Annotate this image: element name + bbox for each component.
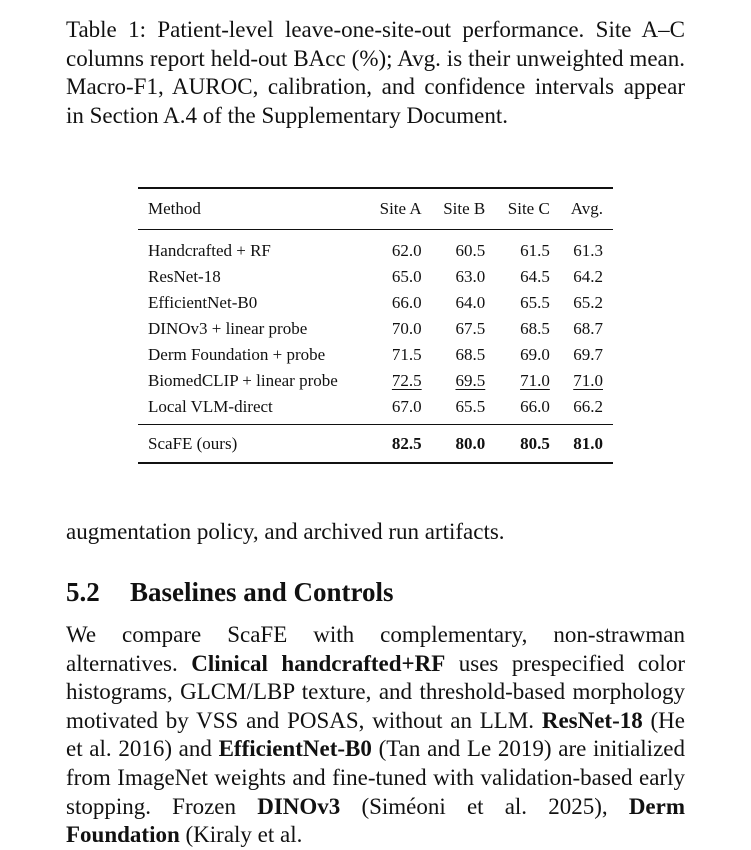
table-row bbox=[138, 264, 613, 290]
method-cell: Local VLM-direct bbox=[148, 397, 273, 416]
method-cell: DINOv3 + linear probe bbox=[148, 319, 308, 338]
avg-cell: 81.0 bbox=[573, 433, 603, 453]
avg-cell: 64.2 bbox=[573, 267, 603, 286]
site-c-cell: 68.5 bbox=[520, 319, 550, 338]
site-b-cell: 63.0 bbox=[455, 267, 486, 286]
method-cell: EfficientNet-B0 bbox=[148, 293, 258, 312]
site-b-cell: 64.0 bbox=[455, 293, 486, 312]
site-c-cell: 64.5 bbox=[520, 267, 550, 286]
table-row-second-best bbox=[138, 368, 613, 394]
site-c-cell bbox=[485, 368, 550, 394]
underlined-value: 72.5 bbox=[391, 371, 422, 390]
site-a-cell: 67.0 bbox=[391, 397, 422, 416]
site-a-cell: 70.0 bbox=[391, 319, 422, 338]
site-a-cell bbox=[365, 368, 422, 394]
text-run: (Tan and Le 2019) are initialized from ImageNet weights and fine-tuned with validation-based early stopping. Frozen bbox=[66, 736, 685, 819]
method-cell: Handcrafted + RF bbox=[148, 241, 271, 260]
site-c-cell: 66.0 bbox=[520, 397, 550, 416]
bold-term: DINOv3 bbox=[257, 793, 341, 819]
table-row bbox=[138, 394, 613, 425]
table-caption: Table 1: Patient-level leave-one-site-out performance. Site A–C columns report held-out BAcc (%); Avg. is their unweighted mean. Macro-F1, AUROC, calibration, and confidence intervals appear in Section A.4 of the Supplementary Document. bbox=[66, 17, 685, 128]
method-cell: ScaFE (ours) bbox=[148, 433, 238, 453]
table-row bbox=[138, 290, 613, 316]
section-heading bbox=[66, 574, 685, 610]
text-run: (Kiraly et al. bbox=[179, 822, 303, 848]
body-paragraph bbox=[66, 621, 685, 850]
header-site-b: Site B bbox=[443, 199, 486, 218]
avg-cell: 68.7 bbox=[573, 319, 603, 338]
site-b-cell: 60.5 bbox=[455, 241, 486, 260]
avg-cell: 61.3 bbox=[573, 241, 603, 260]
method-cell: ResNet-18 bbox=[148, 267, 221, 286]
bold-term: EfficientNet-B0 bbox=[218, 736, 372, 762]
section-number: 5.2 bbox=[66, 577, 100, 607]
site-b-cell: 65.5 bbox=[455, 397, 486, 416]
section-title: Baselines and Controls bbox=[130, 577, 394, 607]
header-site-c: Site C bbox=[507, 199, 550, 218]
bold-term: Derm Foundation bbox=[66, 793, 685, 848]
text-run: We compare ScaFE with complementary, non-strawman alternatives. bbox=[66, 622, 685, 676]
header-method: Method bbox=[148, 199, 201, 218]
site-c-cell: 65.5 bbox=[520, 293, 550, 312]
site-b-cell bbox=[422, 368, 486, 394]
table-row-ours bbox=[138, 425, 613, 464]
site-b-cell: 68.5 bbox=[455, 345, 486, 364]
underlined-value: 71.0 bbox=[573, 371, 603, 390]
results-table bbox=[138, 187, 613, 464]
underlined-value: 71.0 bbox=[520, 371, 550, 390]
table-header-row bbox=[138, 188, 613, 230]
avg-cell: 66.2 bbox=[573, 397, 603, 416]
site-a-cell: 71.5 bbox=[391, 345, 422, 364]
avg-cell bbox=[550, 368, 613, 394]
site-a-cell: 66.0 bbox=[391, 293, 422, 312]
site-a-cell: 82.5 bbox=[391, 433, 422, 453]
site-c-cell: 80.5 bbox=[520, 433, 550, 453]
table-row bbox=[138, 316, 613, 342]
method-cell: Derm Foundation + probe bbox=[148, 345, 326, 364]
table-row bbox=[138, 342, 613, 368]
avg-cell: 65.2 bbox=[573, 293, 603, 312]
text-run: (He et al. 2016) and bbox=[66, 707, 685, 762]
bold-term: Clinical handcrafted+RF bbox=[191, 650, 446, 676]
text-run: (Siméoni et al. 2025), bbox=[340, 793, 629, 819]
table-row bbox=[138, 230, 613, 265]
header-avg: Avg. bbox=[570, 199, 603, 218]
header-site-a: Site A bbox=[379, 199, 422, 218]
underlined-value: 69.5 bbox=[455, 371, 486, 390]
site-b-cell: 80.0 bbox=[455, 433, 486, 453]
site-a-cell: 62.0 bbox=[391, 241, 422, 260]
site-a-cell: 65.0 bbox=[391, 267, 422, 286]
text-run: uses prespecified color histograms, GLCM/LBP texture, and threshold-based morphology motivated by VSS and POSAS, without an LLM. bbox=[66, 650, 685, 733]
paragraph-fragment: augmentation policy, and archived run artifacts. bbox=[66, 519, 505, 544]
site-c-cell: 61.5 bbox=[520, 241, 550, 260]
site-c-cell: 69.0 bbox=[520, 345, 550, 364]
avg-cell: 69.7 bbox=[573, 345, 603, 364]
site-b-cell: 67.5 bbox=[455, 319, 486, 338]
bold-term: ResNet-18 bbox=[541, 707, 643, 733]
method-cell: BiomedCLIP + linear probe bbox=[148, 371, 338, 390]
